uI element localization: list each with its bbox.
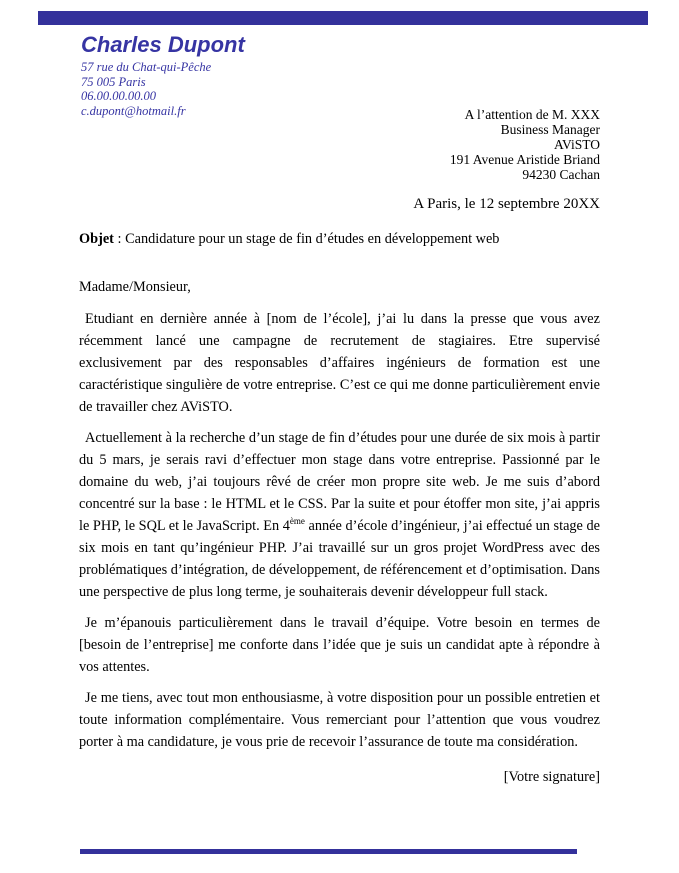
subject-line <box>79 230 600 248</box>
sender-email: c.dupont@hotmail.fr <box>81 103 186 118</box>
recipient-company: AViSTO <box>554 137 600 152</box>
paragraph-2-text-end: année d’école d’ingénieur, j’ai effectué un stage de six mois en tant qu’ingénieur PHP. J’ai travaillé sur un gros projet WordPress avec des problématiques d’intégration, de développement, de référencement et d’optimisation. Dans une perspective de plus long terme, je souhaiterais devenir développeur full stack. <box>79 518 600 600</box>
recipient-line: A l’attention de M. XXX <box>464 107 600 122</box>
recipient-line: Business Manager <box>500 122 600 137</box>
date-line: A Paris, le 12 septembre 20XX <box>413 196 600 212</box>
subject-text: Candidature pour un stage de fin d’études en développement web <box>125 231 500 247</box>
body-paragraph-2 <box>79 427 600 603</box>
sender-address-block <box>81 60 211 118</box>
sender-address-line: 57 rue du Chat-qui-Pêche <box>81 60 212 74</box>
sender-name: Charles Dupont <box>81 32 245 57</box>
body-paragraph-1: Etudiant en dernière année à [nom de l’école], j’ai lu dans la presse que vous avez récemment lancé une campagne de recrutement de stagiaires. Etre supervisé exclusivement par des responsables d’affaires ingénieurs de formation est une caractéristique singulière de votre entreprise. C’est ce qui me donne particulièrement envie de travailler chez AViSTO. <box>79 311 600 415</box>
recipient-block <box>450 107 600 182</box>
header-row <box>79 60 600 182</box>
letter-content <box>79 33 600 786</box>
signature-placeholder: [Votre signature] <box>503 769 600 785</box>
body-paragraph-3: Je m’épanouis particulièrement dans le travail d’équipe. Votre besoin en termes de [besoin de l’entreprise] me conforte dans l’idée que je suis un candidat apte à répondre à vos attentes. <box>79 615 600 675</box>
superscript-ordinal: ème <box>289 516 305 527</box>
sender-phone: 06.00.00.00.00 <box>81 89 156 103</box>
bottom-rule <box>80 849 577 854</box>
body-paragraph-4: Je me tiens, avec tout mon enthousiasme, à votre disposition pour un possible entretien et toute information complémentaire. Vous remerciant pour l’attention que vous voudrez porter à ma candidature, je vous prie de recevoir l’assurance de toute ma considération. <box>79 690 600 750</box>
subject-separator: : <box>113 231 126 247</box>
recipient-line: 191 Avenue Aristide Briand <box>449 152 600 167</box>
top-rule <box>38 11 648 25</box>
salutation: Madame/Monsieur, <box>79 279 191 295</box>
paragraph-2-text-start: Actuellement à la recherche d’un stage de fin d’études pour une durée de six mois à partir du 5 mars, je serais ravi d’effectuer mon stage dans votre entreprise. Passionné par le domaine du web, j’ai toujours rêvé de créer mon propre site web. Je me suis d’abord concentré sur la base : le HTML et le CSS. Par la suite et pour étoffer mon site, j’ai appris le PHP, le SQL et le JavaScript. En 4 <box>79 430 600 534</box>
sender-address-line: 75 005 Paris <box>81 74 146 89</box>
subject-label: Objet <box>79 231 114 247</box>
recipient-line: 94230 Cachan <box>522 167 600 182</box>
